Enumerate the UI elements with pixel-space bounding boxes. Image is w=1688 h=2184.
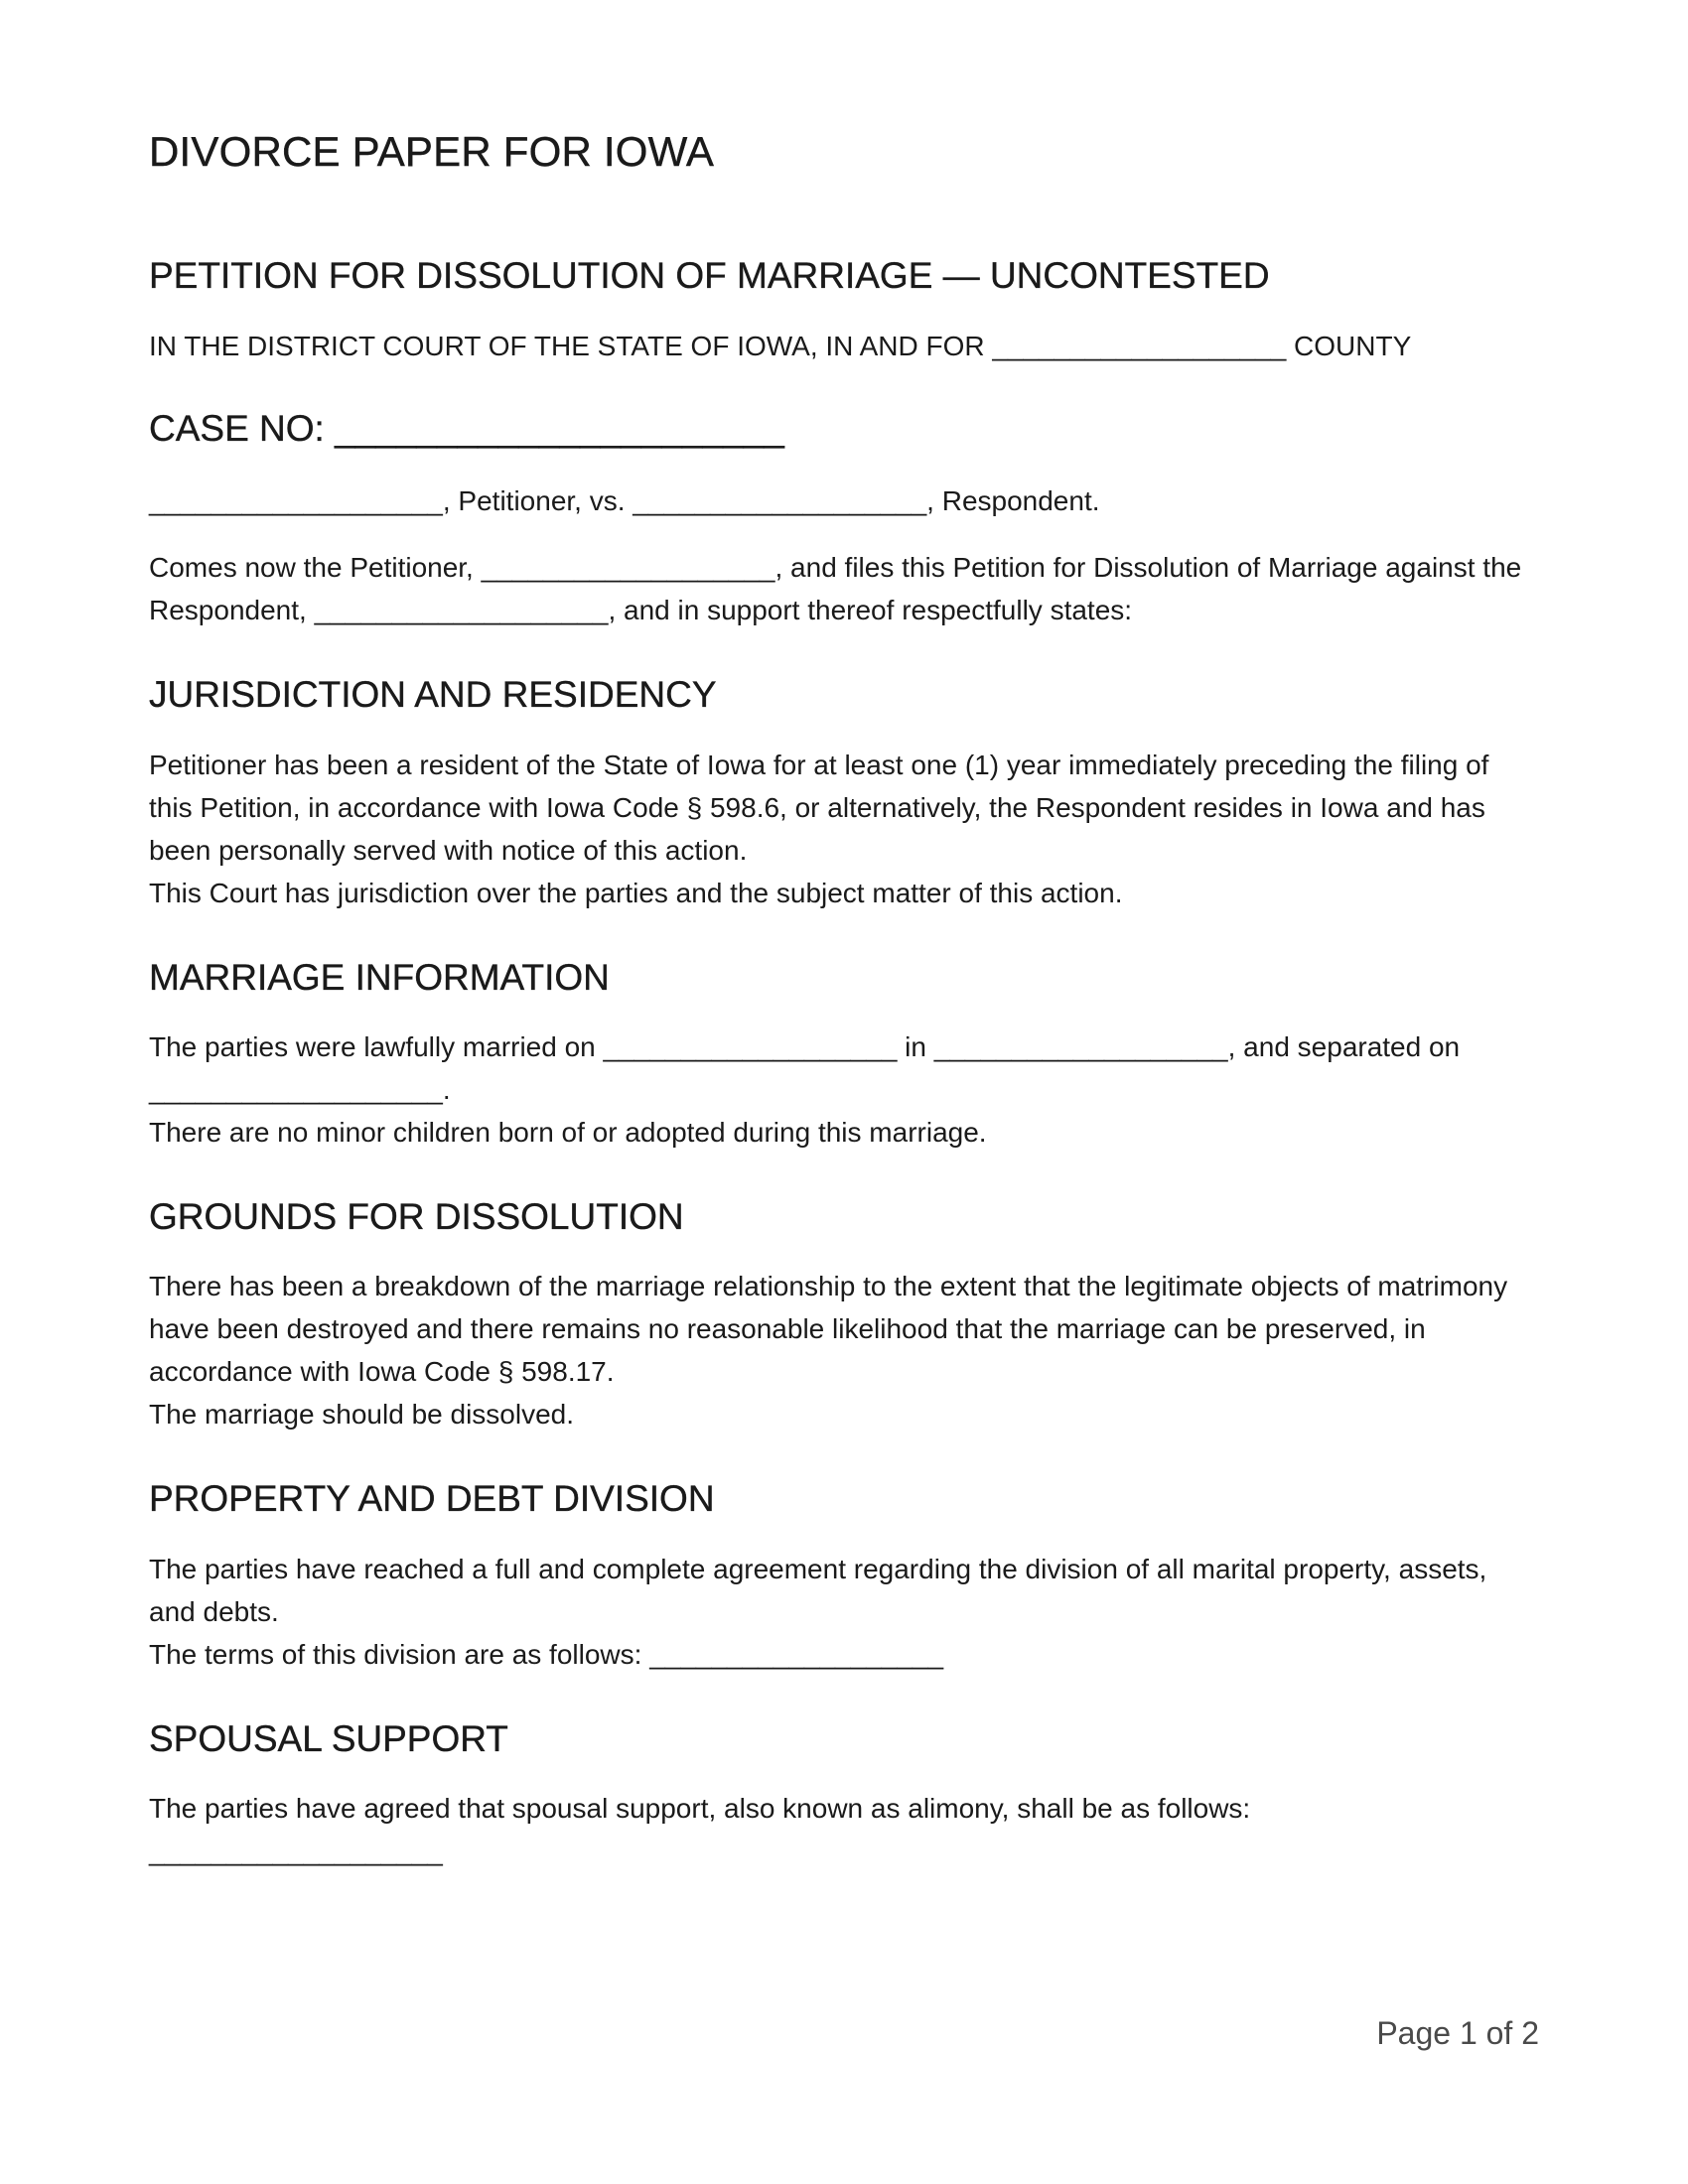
paragraph: There are no minor children born of or adopted during this marriage. (149, 1116, 987, 1148)
paragraph: This Court has jurisdiction over the parties and the subject matter of this action. (149, 877, 1123, 908)
paragraph: Petitioner has been a resident of the State of Iowa for at least one (1) year immediately preceding the filing of this Petition, in accordance with Iowa Code § 598.6, or alternatively, the Respondent resides in Iowa and has been personally served with notice of this action. (149, 749, 1489, 866)
section-heading-jurisdiction: JURISDICTION AND RESIDENCY (149, 674, 717, 716)
document-title: DIVORCE PAPER FOR IOWA (149, 128, 715, 175)
section-heading-property: PROPERTY AND DEBT DIVISION (149, 1478, 715, 1520)
paragraph: The terms of this division are as follows: ___________________ (149, 1638, 944, 1670)
petition-title: PETITION FOR DISSOLUTION OF MARRIAGE — UNCONTESTED (149, 255, 1270, 297)
section-body-marriage (149, 1025, 1539, 1154)
paragraph: There has been a breakdown of the marriage relationship to the extent that the legitimate objects of matrimony have been destroyed and there remains no reasonable likelihood that the marriage can be preserved, in accordance with Iowa Code § 598.17. (149, 1271, 1508, 1388)
section-body-property (149, 1548, 1539, 1676)
section-body-grounds (149, 1265, 1539, 1435)
section-heading-spousal-support: SPOUSAL SUPPORT (149, 1717, 508, 1759)
comes-now-paragraph: Comes now the Petitioner, ___________________, and files this Petition for Dissolution of Marriage against the Respondent, ___________________, and in support thereof respectfully states: (149, 552, 1522, 626)
section-body-jurisdiction (149, 744, 1539, 914)
section-heading-grounds: GROUNDS FOR DISSOLUTION (149, 1195, 684, 1237)
document-page (149, 127, 1539, 1872)
parties-line: ___________________, Petitioner, vs. ___________________, Respondent. (149, 485, 1100, 517)
paragraph: The parties were lawfully married on ___________________ in ___________________, and separated on ___________________. (149, 1030, 1461, 1105)
paragraph: The parties have agreed that spousal support, also known as alimony, shall be as follows: ___________________ (149, 1793, 1251, 1867)
section-heading-marriage: MARRIAGE INFORMATION (149, 956, 610, 998)
paragraph: The parties have reached a full and complete agreement regarding the division of all marital property, assets, and debts. (149, 1553, 1487, 1627)
case-number: CASE NO: ______________________ (149, 407, 784, 449)
section-body-spousal-support (149, 1787, 1539, 1872)
paragraph: The marriage should be dissolved. (149, 1399, 575, 1431)
page-number: Page 1 of 2 (1376, 2015, 1539, 2051)
court-line: IN THE DISTRICT COURT OF THE STATE OF IOWA, IN AND FOR ___________________ COUNTY (149, 330, 1412, 361)
